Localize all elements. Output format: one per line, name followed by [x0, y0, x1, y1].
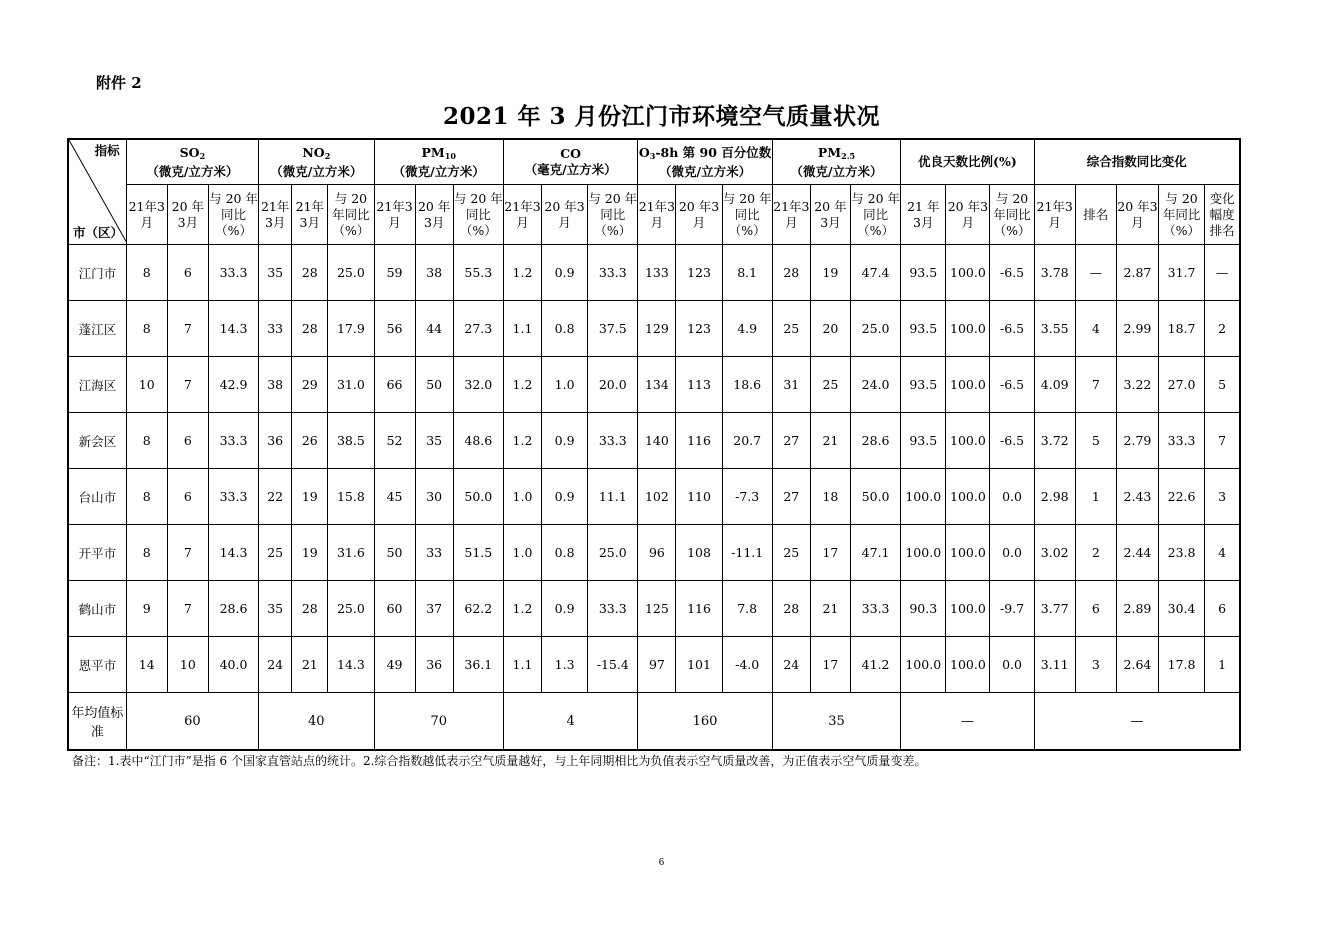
table-cell: 19 [292, 469, 328, 525]
table-cell: -7.3 [722, 469, 772, 525]
row-city-name: 开平市 [68, 525, 126, 581]
table-cell: 26 [292, 413, 328, 469]
table-cell: 24.0 [851, 357, 901, 413]
table-cell: 1.0 [503, 525, 541, 581]
subhead-20: 20 年3月 [946, 185, 990, 245]
table-cell: 8 [126, 525, 167, 581]
table-cell: 5 [1205, 357, 1240, 413]
table-cell: 96 [638, 525, 676, 581]
table-cell: 33.3 [851, 581, 901, 637]
table-cell: — [1075, 245, 1116, 301]
table-cell: 1 [1205, 637, 1240, 693]
table-cell: 2.64 [1116, 637, 1158, 693]
table-cell: 116 [676, 581, 722, 637]
table-cell: 7 [167, 581, 208, 637]
row-city-name: 台山市 [68, 469, 126, 525]
table-cell: 100.0 [946, 637, 990, 693]
table-cell: 2.99 [1116, 301, 1158, 357]
corner-header-cell [68, 139, 126, 245]
table-cell: 37 [415, 581, 453, 637]
standard-composite-index: — [1034, 693, 1240, 751]
table-cell: 133 [638, 245, 676, 301]
table-cell: 23.8 [1159, 525, 1205, 581]
table-row [68, 301, 1240, 357]
subhead-21: 21 年 3月 [901, 185, 946, 245]
corner-indicator-label: 指标 [94, 143, 120, 158]
table-cell: 25 [772, 525, 810, 581]
row-city-name: 恩平市 [68, 637, 126, 693]
table-row [68, 525, 1240, 581]
table-cell: 55.3 [453, 245, 503, 301]
table-cell: 1.1 [503, 301, 541, 357]
table-cell: 20.7 [722, 413, 772, 469]
table-cell: 8 [126, 413, 167, 469]
table-cell: 60 [374, 581, 415, 637]
table-cell: 59 [374, 245, 415, 301]
table-cell: 6 [167, 245, 208, 301]
subhead-yoy: 与 20 年同比（%） [453, 185, 503, 245]
table-cell: 100.0 [946, 581, 990, 637]
table-cell: 27.0 [1159, 357, 1205, 413]
table-cell: 25 [259, 525, 292, 581]
table-cell: 100.0 [901, 525, 946, 581]
table-cell: 28.6 [208, 581, 258, 637]
table-cell: 93.5 [901, 357, 946, 413]
table-cell: 3.77 [1034, 581, 1075, 637]
standard-o3: 160 [638, 693, 772, 751]
table-cell: 101 [676, 637, 722, 693]
table-cell: 49 [374, 637, 415, 693]
subhead-yoy: 与 20 年同比（%） [1159, 185, 1205, 245]
table-cell: 56 [374, 301, 415, 357]
row-city-name: 新会区 [68, 413, 126, 469]
table-cell: 48.6 [453, 413, 503, 469]
table-cell: 38 [415, 245, 453, 301]
table-cell: 21 [292, 637, 328, 693]
table-cell: 0.0 [990, 637, 1034, 693]
table-cell: 116 [676, 413, 722, 469]
table-body [68, 245, 1240, 693]
table-cell: 33.3 [1159, 413, 1205, 469]
table-cell: 6 [1205, 581, 1240, 637]
corner-city-label: 市（区） [73, 225, 124, 240]
subhead-20: 20 年3月 [542, 185, 588, 245]
subhead-20: 21年3月 [292, 185, 328, 245]
subhead-20: 20 年3月 [1116, 185, 1158, 245]
table-row [68, 637, 1240, 693]
table-cell: 90.3 [901, 581, 946, 637]
table-cell: 7 [167, 357, 208, 413]
table-row [68, 245, 1240, 301]
table-cell: 0.9 [542, 245, 588, 301]
group-header-composite-index: 综合指数同比变化 [1034, 139, 1240, 185]
table-cell: 29 [292, 357, 328, 413]
table-cell: 33.3 [588, 581, 638, 637]
table-cell: 0.0 [990, 469, 1034, 525]
table-cell: 20.0 [588, 357, 638, 413]
subhead-20: 20 年3月 [810, 185, 850, 245]
table-cell: 18.6 [722, 357, 772, 413]
table-cell: 6 [167, 413, 208, 469]
table-cell: 6 [1075, 581, 1116, 637]
table-cell: -6.5 [990, 301, 1034, 357]
subhead-21: 21年3月 [259, 185, 292, 245]
table-cell: 62.2 [453, 581, 503, 637]
table-cell: 17 [810, 637, 850, 693]
subhead-20: 20 年3月 [167, 185, 208, 245]
subhead-yoy: 与 20 年同比（%） [990, 185, 1034, 245]
table-cell: 2.98 [1034, 469, 1075, 525]
table-cell: 51.5 [453, 525, 503, 581]
table-cell: 134 [638, 357, 676, 413]
table-cell: 18 [810, 469, 850, 525]
page-title: 2021 年 3 月份江门市环境空气质量状况 [442, 103, 881, 130]
group-header-so2: $SO_2$ （微克/立方米） [126, 139, 258, 185]
table-cell: 93.5 [901, 301, 946, 357]
table-cell: 4 [1075, 301, 1116, 357]
table-cell: 1.1 [503, 637, 541, 693]
table-cell: 0.9 [542, 581, 588, 637]
group-header-pm10: $PM_{10}$ （微克/立方米） [374, 139, 503, 185]
table-cell: 50.0 [851, 469, 901, 525]
subhead-21: 21年3月 [638, 185, 676, 245]
table-cell: 1 [1075, 469, 1116, 525]
page-number: 6 [658, 858, 665, 868]
table-cell: 17.9 [328, 301, 374, 357]
table-cell: 3.11 [1034, 637, 1075, 693]
table-cell: 28 [292, 301, 328, 357]
subhead-rank: 排名 [1075, 185, 1116, 245]
table-cell: 7 [167, 525, 208, 581]
table-cell: 0.8 [542, 525, 588, 581]
table-cell: 31.0 [328, 357, 374, 413]
table-cell: 140 [638, 413, 676, 469]
row-city-name: 蓬江区 [68, 301, 126, 357]
table-cell: 28 [772, 581, 810, 637]
table-cell: 2 [1075, 525, 1116, 581]
table-cell: 42.9 [208, 357, 258, 413]
table-cell: 14.3 [208, 301, 258, 357]
table-cell: 33 [415, 525, 453, 581]
table-cell: 35 [259, 581, 292, 637]
table-cell: 14.3 [328, 637, 374, 693]
table-cell: 25 [810, 357, 850, 413]
table-cell: 100.0 [946, 357, 990, 413]
table-cell: 123 [676, 245, 722, 301]
table-cell: 125 [638, 581, 676, 637]
table-cell: 47.1 [851, 525, 901, 581]
group-header-no2: $NO_2$ （微克/立方米） [259, 139, 374, 185]
subhead-yoy: 与 20 年同比（%） [722, 185, 772, 245]
table-cell: 35 [259, 245, 292, 301]
table-cell: 10 [126, 357, 167, 413]
table-cell: 21 [810, 413, 850, 469]
standard-pm25: 35 [772, 693, 900, 751]
table-cell: 20 [810, 301, 850, 357]
table-cell: 9 [126, 581, 167, 637]
footnote: 备注：1.表中“江门市”是指 6 个国家直管站点的统计。2.综合指数越低表示空气质量越好，与上年同期相比为负值表示空气质量改善，为正值表示空气质量变差。 [72, 754, 927, 768]
table-cell: 100.0 [901, 469, 946, 525]
table-cell: 17 [810, 525, 850, 581]
table-cell: 0.9 [542, 469, 588, 525]
table-cell: 33.3 [208, 413, 258, 469]
header-row-groups [68, 139, 1240, 185]
table-cell: 4 [1205, 525, 1240, 581]
table-cell: 8 [126, 301, 167, 357]
table-cell: 2.79 [1116, 413, 1158, 469]
subhead-21: 21年3月 [1034, 185, 1075, 245]
table-cell: -6.5 [990, 413, 1034, 469]
row-city-name: 鹤山市 [68, 581, 126, 637]
table-cell: 19 [810, 245, 850, 301]
table-cell: 108 [676, 525, 722, 581]
subhead-20: 20 年3月 [415, 185, 453, 245]
table-cell: 47.4 [851, 245, 901, 301]
table-cell: 2.44 [1116, 525, 1158, 581]
table-cell: 28 [292, 581, 328, 637]
group-header-o3: $O_3-8h$ 第 90 百分位数 （微克/立方米） [638, 139, 772, 185]
table-cell: 33.3 [208, 245, 258, 301]
table-cell: 3.02 [1034, 525, 1075, 581]
subhead-21: 21年3月 [126, 185, 167, 245]
table-cell: 21 [810, 581, 850, 637]
table-cell: 24 [259, 637, 292, 693]
table-cell: 100.0 [901, 637, 946, 693]
table-cell: -6.5 [990, 357, 1034, 413]
table-cell: 8 [126, 469, 167, 525]
table-cell: 18.7 [1159, 301, 1205, 357]
table-cell: 93.5 [901, 245, 946, 301]
table-cell: 66 [374, 357, 415, 413]
table-row [68, 357, 1240, 413]
table-cell: 6 [167, 469, 208, 525]
table-cell: 37.5 [588, 301, 638, 357]
table-cell: 24 [772, 637, 810, 693]
table-cell: 40.0 [208, 637, 258, 693]
table-cell: 25.0 [328, 245, 374, 301]
table-cell: 7 [1205, 413, 1240, 469]
standard-good-days: — [901, 693, 1034, 751]
table-cell: -15.4 [588, 637, 638, 693]
table-cell: 36 [259, 413, 292, 469]
table-cell: 31.7 [1159, 245, 1205, 301]
table-cell: 123 [676, 301, 722, 357]
table-cell: 1.0 [542, 357, 588, 413]
table-cell: 2 [1205, 301, 1240, 357]
table-cell: 129 [638, 301, 676, 357]
table-cell: 30.4 [1159, 581, 1205, 637]
table-cell: 102 [638, 469, 676, 525]
standard-row [68, 693, 1240, 751]
table-cell: 100.0 [946, 301, 990, 357]
standard-no2: 40 [259, 693, 374, 751]
table-cell: 50 [415, 357, 453, 413]
subhead-yoy: 与 20 年同比（%） [328, 185, 374, 245]
table-cell: 4.09 [1034, 357, 1075, 413]
table-cell: 27.3 [453, 301, 503, 357]
table-cell: 113 [676, 357, 722, 413]
group-header-good-days: 优良天数比例(%) [901, 139, 1034, 185]
table-cell: 3.78 [1034, 245, 1075, 301]
table-cell: 1.2 [503, 581, 541, 637]
table-cell: 25.0 [328, 581, 374, 637]
table-cell: 3.22 [1116, 357, 1158, 413]
table-cell: 2.43 [1116, 469, 1158, 525]
table-cell: 7 [1075, 357, 1116, 413]
subhead-21: 21年3月 [374, 185, 415, 245]
table-cell: 50.0 [453, 469, 503, 525]
table-row [68, 469, 1240, 525]
table-cell: 0.8 [542, 301, 588, 357]
table-cell: 31.6 [328, 525, 374, 581]
table-cell: 38.5 [328, 413, 374, 469]
table-cell: 93.5 [901, 413, 946, 469]
table-cell: 8 [126, 245, 167, 301]
table-cell: 100.0 [946, 469, 990, 525]
table-cell: 31 [772, 357, 810, 413]
table-cell: 15.8 [328, 469, 374, 525]
subhead-21: 21年3月 [772, 185, 810, 245]
table-cell: 36.1 [453, 637, 503, 693]
table-cell: 97 [638, 637, 676, 693]
table-cell: 1.2 [503, 413, 541, 469]
table-cell: 30 [415, 469, 453, 525]
standard-pm10: 70 [374, 693, 503, 751]
group-header-co: CO （毫克/立方米） [503, 139, 637, 185]
attachment-label: 附件 2 [96, 74, 142, 92]
table-cell: 0.0 [990, 525, 1034, 581]
subhead-yoy: 与 20 年同比（%） [588, 185, 638, 245]
table-cell: 52 [374, 413, 415, 469]
table-cell: 7 [167, 301, 208, 357]
table-cell: 50 [374, 525, 415, 581]
table-cell: 28.6 [851, 413, 901, 469]
table-cell: 38 [259, 357, 292, 413]
table-cell: 1.3 [542, 637, 588, 693]
table-cell: -4.0 [722, 637, 772, 693]
table-cell: 8.1 [722, 245, 772, 301]
subhead-yoy: 与 20 年同比（%） [851, 185, 901, 245]
table-cell: 19 [292, 525, 328, 581]
table-cell: -11.1 [722, 525, 772, 581]
table-cell: 33 [259, 301, 292, 357]
table-cell: 33.3 [588, 413, 638, 469]
group-header-pm25: $PM_{2.5}$ （微克/立方米） [772, 139, 900, 185]
table-cell: 3.72 [1034, 413, 1075, 469]
table-cell: 3.55 [1034, 301, 1075, 357]
subhead-21: 21年3月 [503, 185, 541, 245]
table-cell: 28 [292, 245, 328, 301]
table-row [68, 581, 1240, 637]
table-cell: 4.9 [722, 301, 772, 357]
table-cell: 1.2 [503, 357, 541, 413]
table-cell: 33.3 [208, 469, 258, 525]
table-cell: 25.0 [588, 525, 638, 581]
table-cell: 36 [415, 637, 453, 693]
table-cell: 14 [126, 637, 167, 693]
table-cell: 44 [415, 301, 453, 357]
subhead-change-rank: 变化幅度排名 [1205, 185, 1240, 245]
table-cell: 1.0 [503, 469, 541, 525]
air-quality-table [67, 138, 1241, 751]
table-cell: 22.6 [1159, 469, 1205, 525]
table-cell: 27 [772, 413, 810, 469]
table-cell: 25 [772, 301, 810, 357]
row-city-name: 江海区 [68, 357, 126, 413]
table-row [68, 413, 1240, 469]
table-cell: 27 [772, 469, 810, 525]
table-cell: -6.5 [990, 245, 1034, 301]
table-cell: 100.0 [946, 525, 990, 581]
table-cell: 28 [772, 245, 810, 301]
table-cell: 41.2 [851, 637, 901, 693]
table-cell: 110 [676, 469, 722, 525]
table-cell: — [1205, 245, 1240, 301]
header-row-subcolumns [68, 185, 1240, 245]
table-cell: 7.8 [722, 581, 772, 637]
table-cell: 32.0 [453, 357, 503, 413]
table-cell: 11.1 [588, 469, 638, 525]
table-cell: 3 [1075, 637, 1116, 693]
table-cell: 35 [415, 413, 453, 469]
table-cell: 1.2 [503, 245, 541, 301]
standard-label: 年均值标准 [68, 693, 126, 751]
table-cell: 17.8 [1159, 637, 1205, 693]
table-cell: 2.89 [1116, 581, 1158, 637]
table-cell: 2.87 [1116, 245, 1158, 301]
table-cell: 100.0 [946, 413, 990, 469]
table-cell: 33.3 [588, 245, 638, 301]
table-cell: 5 [1075, 413, 1116, 469]
table-cell: 25.0 [851, 301, 901, 357]
standard-so2: 60 [126, 693, 258, 751]
row-city-name: 江门市 [68, 245, 126, 301]
table-cell: 10 [167, 637, 208, 693]
subhead-20: 20 年3月 [676, 185, 722, 245]
table-cell: 100.0 [946, 245, 990, 301]
table-cell: 0.9 [542, 413, 588, 469]
subhead-yoy: 与 20 年同比（%） [208, 185, 258, 245]
table-cell: 14.3 [208, 525, 258, 581]
table-cell: 22 [259, 469, 292, 525]
standard-co: 4 [503, 693, 637, 751]
table-cell: -9.7 [990, 581, 1034, 637]
table-cell: 45 [374, 469, 415, 525]
table-cell: 3 [1205, 469, 1240, 525]
